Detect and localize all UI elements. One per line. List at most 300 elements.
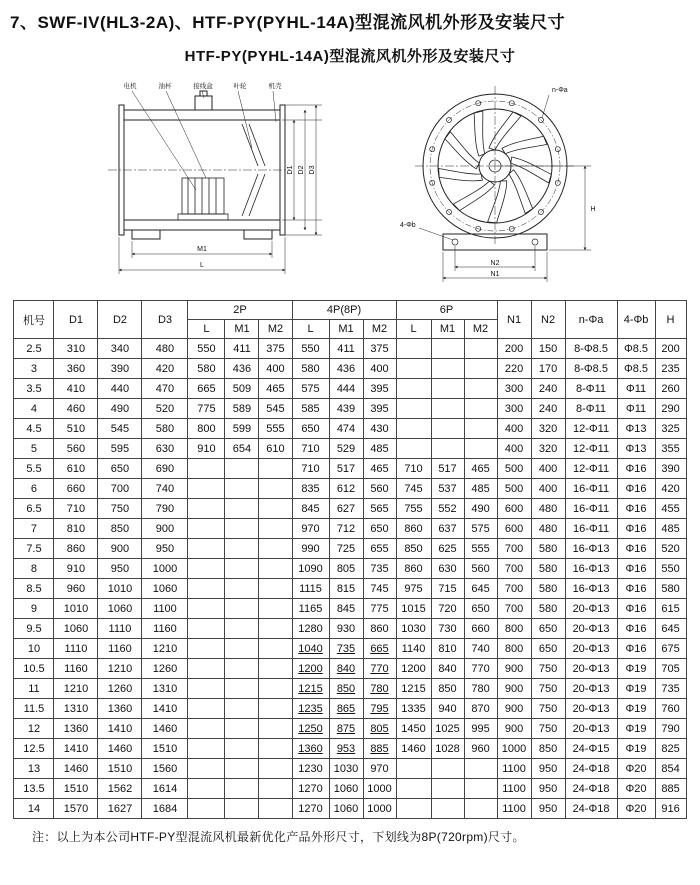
dimension-cell [259,599,292,619]
bolt-hole-label: n-Φa [551,87,568,94]
dimension-cell: 740 [464,639,497,659]
dimension-cell [188,459,225,479]
dimension-cell: 390 [655,459,686,479]
dimension-cell [464,759,497,779]
dimension-cell [464,359,497,379]
dimension-cell: 1410 [54,739,98,759]
dimension-cell: 1280 [292,619,329,639]
dimension-cell: 615 [655,599,686,619]
dimension-cell: 599 [225,419,259,439]
dimension-cell: 665 [363,639,396,659]
dimension-cell: 795 [363,699,396,719]
dimension-cell [188,579,225,599]
dimension-cell: 875 [329,719,363,739]
dimension-cell: 1060 [329,799,363,819]
fan-size-cell: 7 [14,519,54,539]
dimension-cell: Φ16 [617,499,655,519]
dimension-cell: 1000 [363,799,396,819]
dimension-cell [431,759,464,779]
dimension-cell: 1100 [497,779,531,799]
fan-size-cell: 3.5 [14,379,54,399]
dimension-cell: 580 [292,359,329,379]
dimension-cell: 950 [98,559,142,579]
dimension-cell: 885 [655,779,686,799]
table-row [14,759,686,779]
dimension-cell: 1260 [142,659,188,679]
dimension-cell [259,739,292,759]
callout-motor-label: 电机 [123,83,136,90]
dimension-cell: 220 [497,359,531,379]
dimension-cell: 845 [329,599,363,619]
dimension-cell [396,359,431,379]
dimension-cell: 240 [531,379,565,399]
dimension-cell: 637 [431,519,464,539]
dimension-cell: 780 [363,679,396,699]
dimension-cell: 395 [363,379,396,399]
dimension-cell [188,659,225,679]
dimension-cell [431,779,464,799]
dimension-cell: 960 [464,739,497,759]
dimension-table [13,300,686,819]
dimension-cell: 465 [363,459,396,479]
dimension-cell: 16-Φ11 [565,519,617,539]
dimension-cell: 1310 [54,699,98,719]
dimension-cell: 710 [292,459,329,479]
dimension-cell: 760 [655,699,686,719]
table-row [14,619,686,639]
dimension-cell: 550 [655,559,686,579]
dimension-cell [188,559,225,579]
table-row [14,459,686,479]
dim-d3-label: D3 [308,165,316,175]
callout-junctionbox-label: 接线盒 [192,83,213,90]
dimension-cell: 490 [98,399,142,419]
dimension-cell: 1560 [142,759,188,779]
dimension-cell: 550 [188,339,225,359]
dimension-cell: 940 [431,699,464,719]
dimension-cell: 580 [531,599,565,619]
dimension-cell: 480 [142,339,188,359]
dimension-cell: 790 [655,719,686,739]
table-row [14,699,686,719]
dimension-cell [464,799,497,819]
dimension-cell: Φ20 [617,799,655,819]
col-header-n-phi-a: n-Φa [565,301,617,339]
dimension-cell: 975 [396,579,431,599]
dimension-cell: 1030 [396,619,431,639]
dimension-cell: 1000 [142,559,188,579]
dimension-cell [225,799,259,819]
callout-leaders [132,91,276,190]
dimension-cell: 610 [259,439,292,459]
dimension-cell: 916 [655,799,686,819]
dimension-cell: 395 [363,399,396,419]
fan-size-cell: 6 [14,479,54,499]
dimension-cell: 375 [259,339,292,359]
dimension-cell: 845 [292,499,329,519]
fan-size-cell: 10 [14,639,54,659]
dimension-cell: 1060 [142,579,188,599]
dimension-cell: 1460 [396,739,431,759]
col-header-n2: N2 [531,301,565,339]
dimension-cell: 995 [464,719,497,739]
dimension-cell: 750 [531,699,565,719]
dimension-cell: 840 [431,659,464,679]
dimension-cell [431,339,464,359]
dimension-cell [396,439,431,459]
dimension-cell: 860 [54,539,98,559]
dimension-cell: 517 [431,459,464,479]
dimension-cell: 650 [531,619,565,639]
dimension-cell: 500 [497,459,531,479]
dimension-cell: 712 [329,519,363,539]
dimension-cell: 552 [431,499,464,519]
dimension-cell: 650 [98,459,142,479]
dimension-cell: 690 [142,459,188,479]
dimension-cell: 1165 [292,599,329,619]
dimension-cell: 320 [531,419,565,439]
dim-d1-label: D1 [286,165,294,175]
dimension-cell: 775 [363,599,396,619]
fan-size-cell: 3 [14,359,54,379]
front-view-drawing [397,78,609,290]
dimension-cell: 1510 [142,739,188,759]
dimension-cell: Φ11 [617,399,655,419]
dimension-cell: Φ8.5 [617,339,655,359]
dimension-cell: 1160 [98,639,142,659]
fan-size-cell: 7.5 [14,539,54,559]
dimension-cell: 360 [54,359,98,379]
dimension-cell: 480 [531,519,565,539]
dimension-cell [259,559,292,579]
dimension-cell [225,699,259,719]
dimension-cell: 560 [363,479,396,499]
dimension-cell [225,539,259,559]
fan-size-cell: 4 [14,399,54,419]
dimension-cell: Φ16 [617,599,655,619]
fan-size-cell: 12.5 [14,739,54,759]
dimension-cell: 745 [363,579,396,599]
dimension-cell: 1200 [396,659,431,679]
dimension-cell: 900 [98,539,142,559]
dimension-cell [431,359,464,379]
dimension-cell: 1140 [396,639,431,659]
dim-n2-label: N2 [490,260,499,267]
dimension-cell: 1684 [142,799,188,819]
dimension-cell: 790 [142,499,188,519]
dimension-cell [259,679,292,699]
fan-size-cell: 10.5 [14,659,54,679]
dimension-cell: 545 [98,419,142,439]
dimension-cell: 485 [363,439,396,459]
dimension-cell: 860 [396,559,431,579]
dimension-cell: 465 [259,379,292,399]
dimension-cell: 8-Φ8.5 [565,359,617,379]
dimension-cell: Φ19 [617,679,655,699]
fan-size-cell: 13 [14,759,54,779]
dimension-cell: 480 [531,499,565,519]
dimension-cell: 436 [225,359,259,379]
fan-size-cell: 6.5 [14,499,54,519]
dimension-cell: 355 [655,439,686,459]
dimension-cell: 290 [655,399,686,419]
dimension-cell: 1460 [54,759,98,779]
dimension-cell: 485 [464,479,497,499]
dimension-cell: 260 [655,379,686,399]
dimension-cell [225,579,259,599]
dimension-cell: Φ20 [617,759,655,779]
dimension-cell [396,419,431,439]
dimension-cell [188,799,225,819]
footnote: 注：以上为本公司HTF-PY型混流风机最新优化产品外形尺寸，下划线为8P(720rpm)尺寸。 [32,830,525,844]
dimension-cell: 8-Φ8.5 [565,339,617,359]
dim-m1-label: M1 [196,246,207,253]
dimension-cell: 16-Φ11 [565,499,617,519]
dimension-cell: 900 [497,719,531,739]
dimension-cell: 20-Φ13 [565,659,617,679]
dimension-cell: 810 [431,639,464,659]
dimension-cell: 850 [396,539,431,559]
dimension-cell: Φ13 [617,419,655,439]
dimension-cell: 885 [363,739,396,759]
col-header-2p-l: L [188,320,225,339]
dimension-cell [464,399,497,419]
dimension-cell: 24-Φ18 [565,759,617,779]
dimension-cell: 950 [531,759,565,779]
col-header-h: H [655,301,686,339]
dimension-cell: 555 [464,539,497,559]
dimension-cell: 1210 [54,679,98,699]
dimension-cell: 1110 [98,619,142,639]
col-header-6p-l: L [396,320,431,339]
dimension-cell [464,419,497,439]
dimension-cell: 755 [396,499,431,519]
dimension-cell: 900 [497,659,531,679]
dimension-cell: 575 [292,379,329,399]
dimension-cell: 1100 [142,599,188,619]
dimension-cell: 20-Φ13 [565,599,617,619]
dimension-cell [225,679,259,699]
dimension-cell: 200 [655,339,686,359]
callout-casing-label: 机壳 [268,83,281,90]
dimension-cell [259,499,292,519]
dimension-cell: 850 [329,679,363,699]
dimension-cell: 400 [531,459,565,479]
dimension-cell [188,699,225,719]
dimension-cell: 1210 [98,659,142,679]
dimension-cell: 950 [531,779,565,799]
dimension-cell [188,519,225,539]
dimension-cell: Φ16 [617,479,655,499]
dimension-cell: 1040 [292,639,329,659]
dimension-cell: 865 [329,699,363,719]
table-row [14,339,686,359]
dimension-cell: 20-Φ13 [565,619,617,639]
dimension-cell: 850 [98,519,142,539]
dimension-cell: 1410 [142,699,188,719]
table-row [14,359,686,379]
dimension-cell: 650 [292,419,329,439]
dimension-cell: 24-Φ18 [565,799,617,819]
dimension-cell: 595 [98,439,142,459]
dimension-cell: 805 [329,559,363,579]
dimension-cell [464,339,497,359]
dimension-cell [188,739,225,759]
dimension-cell: 529 [329,439,363,459]
dimension-cell: 700 [497,599,531,619]
dimension-cell: 410 [54,379,98,399]
dimension-cell: 612 [329,479,363,499]
dimension-cell: 625 [431,539,464,559]
dimension-cell: 710 [292,439,329,459]
dimension-cell: 485 [655,519,686,539]
dimension-cell [259,519,292,539]
dimension-cell: 900 [142,519,188,539]
dimension-cell: Φ13 [617,439,655,459]
dimension-cell: 1460 [142,719,188,739]
dimension-cell: 750 [98,499,142,519]
col-header-n1: N1 [497,301,531,339]
dimension-cell: Φ16 [617,559,655,579]
dimension-cell: 1510 [54,779,98,799]
page-title: 7、SWF-IV(HL3-2A)、HTF-PY(PYHL-14A)型混流风机外形及安装尺寸 [10,13,566,32]
dimension-cell: 770 [464,659,497,679]
dimension-cell: 325 [655,419,686,439]
dimension-cell [188,599,225,619]
dimension-cell [259,579,292,599]
dimension-cell: 654 [225,439,259,459]
dimension-cell: Φ16 [617,519,655,539]
dimension-cell: 650 [531,639,565,659]
dimension-cell: 1025 [431,719,464,739]
dimension-cell: 800 [188,419,225,439]
dimension-cell: 420 [142,359,188,379]
dimension-cell: 953 [329,739,363,759]
dimension-cell: 1570 [54,799,98,819]
dimension-cell: 8-Φ11 [565,399,617,419]
col-group-4p8p: 4P(8P) [292,301,396,320]
col-header-6p-m1: M1 [431,320,464,339]
dimension-cell [225,779,259,799]
dimension-cell: 400 [497,419,531,439]
dimension-cell: Φ8.5 [617,359,655,379]
dimension-cell: 960 [54,579,98,599]
dimension-cell: 1090 [292,559,329,579]
dimension-cell: 585 [292,399,329,419]
dimension-cell: 24-Φ15 [565,739,617,759]
dimension-cell [188,479,225,499]
dimension-cell: 850 [531,739,565,759]
dimension-cell: Φ19 [617,739,655,759]
dimension-cell [396,399,431,419]
foot-hole-label: 4-Φb [399,222,416,229]
dimension-cell: 16-Φ13 [565,579,617,599]
dimension-cell: 735 [329,639,363,659]
dimension-cell: 16-Φ13 [565,559,617,579]
motor [178,178,228,220]
dimension-cell: 490 [464,499,497,519]
junction-box [195,91,212,110]
dimension-cell: 645 [655,619,686,639]
fan-size-cell: 5 [14,439,54,459]
dimension-cell: 950 [142,539,188,559]
dimension-cell [464,379,497,399]
dimension-cell: 910 [188,439,225,459]
col-header-4p-m2: M2 [363,320,396,339]
dimension-cell: 1100 [497,799,531,819]
table-row [14,739,686,759]
mounting-feet [132,230,272,239]
dimension-cell: 1460 [98,739,142,759]
dimension-cell: 700 [497,539,531,559]
dimension-cell: 630 [142,439,188,459]
dimension-cell [259,699,292,719]
dimension-cell: 1215 [396,679,431,699]
dimension-cell: 1160 [54,659,98,679]
dimension-cell [259,759,292,779]
dimension-cell: 705 [655,659,686,679]
dimension-cell: 870 [464,699,497,719]
dimension-cell: 310 [54,339,98,359]
dimension-cell [188,619,225,639]
table-row [14,659,686,679]
dimension-cell [225,519,259,539]
dimension-cell: 1360 [98,699,142,719]
dimension-cell: 1215 [292,679,329,699]
fan-size-cell: 11.5 [14,699,54,719]
dimension-cell: 720 [431,599,464,619]
page-subtitle: HTF-PY(PYHL-14A)型混流风机外形及安装尺寸 [184,48,516,65]
dimension-cell: 340 [98,339,142,359]
dimension-cell [188,539,225,559]
dimension-cell: 565 [363,499,396,519]
dimension-cell [225,719,259,739]
dimension-cell: 710 [54,499,98,519]
dimension-cell: 780 [464,679,497,699]
dimension-cell: 700 [98,479,142,499]
dimension-cell: 1010 [98,579,142,599]
dimension-cell: 1100 [497,759,531,779]
dimension-cell: 12-Φ11 [565,439,617,459]
col-header-2p-m2: M2 [259,320,292,339]
dimension-cell: 509 [225,379,259,399]
dimension-cell: 235 [655,359,686,379]
dimension-cell: 455 [655,499,686,519]
dimension-cell: 170 [531,359,565,379]
dimension-cell [225,739,259,759]
table-row [14,379,686,399]
dimension-cell: 440 [98,379,142,399]
dimension-cell: 20-Φ13 [565,719,617,739]
dimension-cell: 675 [655,639,686,659]
dimension-cell: 1250 [292,719,329,739]
dimension-cell: 537 [431,479,464,499]
dimension-cell: 320 [531,439,565,459]
table-row [14,479,686,499]
dimension-cell: 600 [497,499,531,519]
dimension-cell [396,339,431,359]
dimension-cell: 1010 [54,599,98,619]
dimension-cell: 725 [329,539,363,559]
dimension-cell [464,439,497,459]
dimension-cell: 439 [329,399,363,419]
dimension-cell [259,539,292,559]
table-row [14,399,686,419]
col-header-d3: D3 [142,301,188,339]
table-row [14,439,686,459]
dimension-cell: 650 [363,519,396,539]
dimension-cell [259,799,292,819]
